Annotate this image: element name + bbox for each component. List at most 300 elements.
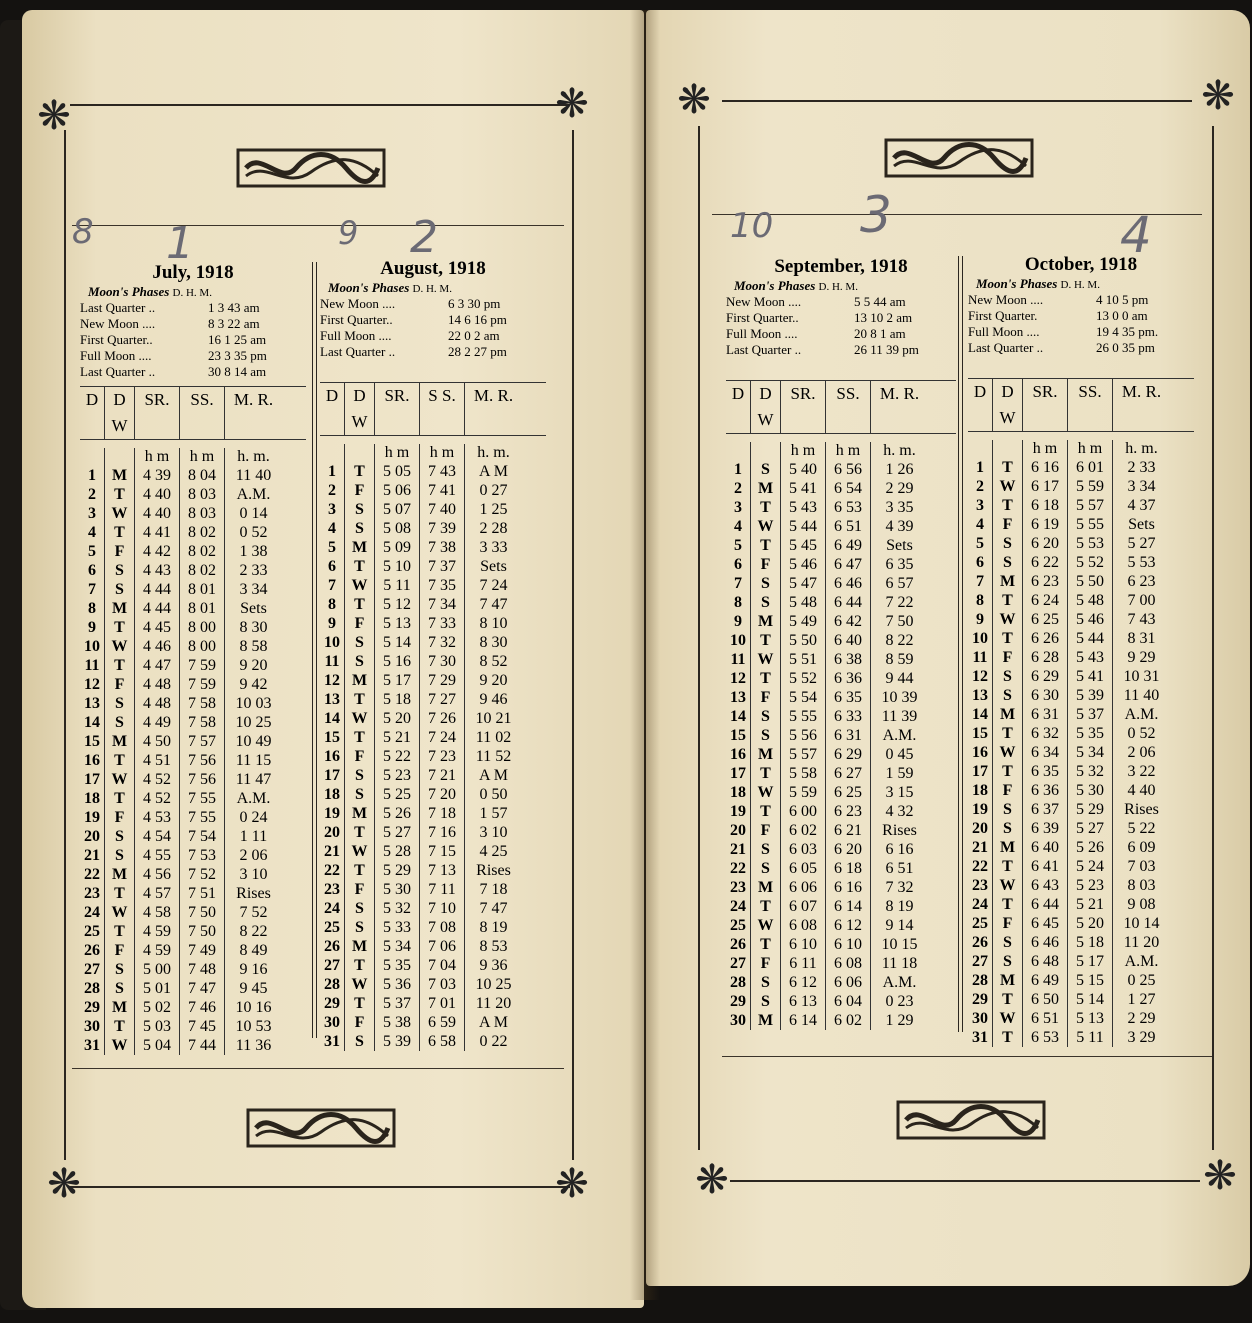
table-cell: A.M. xyxy=(224,789,282,808)
table-cell: 7 30 xyxy=(419,652,464,671)
table-cell: A M xyxy=(464,1013,522,1032)
table-cell: 4 xyxy=(328,520,336,537)
table-cell: 10 39 xyxy=(870,688,928,707)
table-cell: 19 xyxy=(730,803,746,820)
table-cell: 14 xyxy=(324,710,340,727)
table-cell: 30 xyxy=(730,1012,746,1029)
table-cell: 4 39 xyxy=(870,517,928,536)
table-cell: 3 34 xyxy=(1112,477,1170,496)
table-cell: 5 52 xyxy=(780,669,825,688)
table-cell: F xyxy=(344,481,374,500)
table-row xyxy=(968,648,1194,667)
table-cell: 6 46 xyxy=(1022,933,1067,952)
left-header-rule xyxy=(72,225,564,226)
units-cell: h m xyxy=(825,442,870,460)
phase-value: 14 6 16 pm xyxy=(448,312,507,327)
table-cell: 7 33 xyxy=(419,614,464,633)
table-cell: 6 xyxy=(88,562,96,579)
table-row xyxy=(320,614,546,633)
table-cell: 5 41 xyxy=(780,479,825,498)
table-cell: 6 22 xyxy=(1022,553,1067,572)
column-header: D W xyxy=(750,381,780,433)
table-row xyxy=(320,633,546,652)
table-cell: 7 41 xyxy=(419,481,464,500)
table-row xyxy=(968,591,1194,610)
table-cell: S xyxy=(344,899,374,918)
table-cell: 8 xyxy=(976,592,984,609)
table-cell: 1 57 xyxy=(464,804,522,823)
table-row xyxy=(320,937,546,956)
table-cell: 5 37 xyxy=(374,994,419,1013)
table-cell: 23 xyxy=(84,885,100,902)
moon-phase-row xyxy=(320,312,546,328)
table-cell: 10 03 xyxy=(224,694,282,713)
table-cell: 7 32 xyxy=(870,878,928,897)
table-row xyxy=(80,751,306,770)
phase-value: 8 3 22 am xyxy=(208,316,260,331)
table-cell: 0 27 xyxy=(464,481,522,500)
table-cell: 5 02 xyxy=(134,998,179,1017)
table-cell: T xyxy=(992,724,1022,743)
table-cell: 6 41 xyxy=(1022,857,1067,876)
table-cell: 9 29 xyxy=(1112,648,1170,667)
table-cell: 15 xyxy=(972,725,988,742)
table-cell: 3 10 xyxy=(224,865,282,884)
right-frame-bottom xyxy=(730,1180,1200,1182)
table-cell: 6 10 xyxy=(825,935,870,954)
table-cell: 0 52 xyxy=(224,523,282,542)
units-cell: h m xyxy=(419,444,464,462)
table-cell: 8 19 xyxy=(870,897,928,916)
table-row xyxy=(80,732,306,751)
table-cell: 12 xyxy=(324,672,340,689)
table-cell: T xyxy=(344,956,374,975)
table-cell: T xyxy=(344,994,374,1013)
table-cell: T xyxy=(344,861,374,880)
table-cell: 28 xyxy=(730,974,746,991)
table-cell: 6 06 xyxy=(780,878,825,897)
table-cell: 6 03 xyxy=(780,840,825,859)
table-cell: 5 44 xyxy=(780,517,825,536)
column-header: M. R. xyxy=(464,383,522,435)
table-cell: 6 45 xyxy=(1022,914,1067,933)
table-cell: 5 18 xyxy=(1067,933,1112,952)
table-cell: 14 xyxy=(84,714,100,731)
table-row xyxy=(968,686,1194,705)
moon-phase-row xyxy=(80,300,306,316)
table-cell: 5 11 xyxy=(1067,1028,1112,1047)
phase-value: 16 1 25 am xyxy=(208,332,267,347)
table-cell: 5 16 xyxy=(374,652,419,671)
table-cell: 6 33 xyxy=(825,707,870,726)
table-row xyxy=(320,595,546,614)
table-cell: 6 53 xyxy=(825,498,870,517)
table-cell: 7 49 xyxy=(179,941,224,960)
table-cell: M xyxy=(104,732,134,751)
table-cell: 5 00 xyxy=(134,960,179,979)
month-title: September, 1918 xyxy=(774,256,908,277)
table-cell: 9 xyxy=(88,619,96,636)
moon-phase-row xyxy=(968,308,1194,324)
table-cell: 5 51 xyxy=(780,650,825,669)
table-cell: 8 58 xyxy=(224,637,282,656)
table-cell: M xyxy=(104,865,134,884)
month-september xyxy=(726,256,956,1030)
table-row xyxy=(320,709,546,728)
table-cell: 6 11 xyxy=(780,954,825,973)
table-cell: 5 47 xyxy=(780,574,825,593)
column-header: D W xyxy=(104,387,134,439)
table-cell: 6 49 xyxy=(825,536,870,555)
table-cell: 8 00 xyxy=(179,637,224,656)
table-cell: 6 30 xyxy=(1022,686,1067,705)
moon-phase-row xyxy=(726,342,956,358)
table-row xyxy=(726,916,956,935)
table-cell: 11 40 xyxy=(1112,686,1170,705)
phase-name: First Quarter.. xyxy=(726,310,799,325)
table-cell: 4 41 xyxy=(134,523,179,542)
units-cell xyxy=(320,444,344,462)
table-cell: 6 01 xyxy=(1067,458,1112,477)
table-cell: M xyxy=(992,705,1022,724)
table-cell: M xyxy=(992,572,1022,591)
table-row xyxy=(726,935,956,954)
table-cell: 6 08 xyxy=(780,916,825,935)
table-cell: 5 30 xyxy=(374,880,419,899)
table-row xyxy=(80,979,306,998)
table-cell: 5 37 xyxy=(1067,705,1112,724)
table-cell: 24 xyxy=(84,904,100,921)
table-cell: 6 27 xyxy=(825,764,870,783)
table-cell: 6 49 xyxy=(1022,971,1067,990)
table-cell: 5 48 xyxy=(780,593,825,612)
table-cell: 18 xyxy=(84,790,100,807)
table-cell: 7 56 xyxy=(179,751,224,770)
column-header: SS. xyxy=(1067,379,1112,431)
table-cell: 6 35 xyxy=(1022,762,1067,781)
table-cell: 13 xyxy=(730,689,746,706)
units-cell xyxy=(968,440,992,458)
table-cell: 6 xyxy=(734,556,742,573)
table-cell: 4 55 xyxy=(134,846,179,865)
table-cell: 5 34 xyxy=(1067,743,1112,762)
table-cell: S xyxy=(104,580,134,599)
table-cell: 5 25 xyxy=(374,785,419,804)
phase-value: 30 8 14 am xyxy=(208,364,267,379)
table-cell: 4 44 xyxy=(134,580,179,599)
table-cell: 7 58 xyxy=(179,694,224,713)
right-frame-left xyxy=(698,126,700,1150)
pencil-mark: 4 xyxy=(1120,206,1152,264)
table-cell: 8 49 xyxy=(224,941,282,960)
units-cell: h m xyxy=(1067,440,1112,458)
column-header: M. R. xyxy=(1112,379,1170,431)
table-cell: 6 53 xyxy=(1022,1028,1067,1047)
table-row xyxy=(80,789,306,808)
phase-name: Last Quarter .. xyxy=(320,344,396,359)
table-cell: 8 03 xyxy=(179,504,224,523)
table-row xyxy=(320,880,546,899)
table-cell: 1 25 xyxy=(464,500,522,519)
table-row xyxy=(726,973,956,992)
table-row xyxy=(968,496,1194,515)
table-cell: 7 01 xyxy=(419,994,464,1013)
units-cell: h m xyxy=(780,442,825,460)
table-cell: Rises xyxy=(1112,800,1170,819)
units-cell xyxy=(104,448,134,466)
table-cell: 27 xyxy=(972,953,988,970)
table-cell: 3 xyxy=(88,505,96,522)
month-october xyxy=(968,254,1194,1047)
table-cell: 5 34 xyxy=(374,937,419,956)
phase-value: 1 3 43 am xyxy=(208,300,260,315)
table-cell: W xyxy=(750,916,780,935)
table-cell: 5 41 xyxy=(1067,667,1112,686)
table-row xyxy=(80,618,306,637)
table-cell: 5 43 xyxy=(1067,648,1112,667)
table-cell: 10 xyxy=(84,638,100,655)
table-cell: T xyxy=(104,789,134,808)
table-cell: 12 xyxy=(84,676,100,693)
table-cell: A.M. xyxy=(1112,705,1170,724)
table-cell: T xyxy=(104,656,134,675)
table-cell: 7 24 xyxy=(464,576,522,595)
table-cell: 6 37 xyxy=(1022,800,1067,819)
table-cell: 11 18 xyxy=(870,954,928,973)
table-cell: 10 16 xyxy=(224,998,282,1017)
units-cell: h m xyxy=(134,448,179,466)
table-cell: 11 36 xyxy=(224,1036,282,1055)
table-cell: T xyxy=(344,557,374,576)
table-cell: 5 28 xyxy=(374,842,419,861)
pencil-mark: 10 xyxy=(730,206,774,246)
table-row xyxy=(80,523,306,542)
table-cell: 5 33 xyxy=(374,918,419,937)
moon-phases-header: Moon's Phases D. H. M. xyxy=(88,284,212,299)
table-cell: 10 xyxy=(972,630,988,647)
table-cell: F xyxy=(104,675,134,694)
units-cell xyxy=(750,442,780,460)
phase-name: Last Quarter .. xyxy=(80,364,156,379)
table-cell: S xyxy=(104,827,134,846)
phase-value: 28 2 27 pm xyxy=(448,344,507,359)
table-cell: 24 xyxy=(972,896,988,913)
table-cell: 7 08 xyxy=(419,918,464,937)
table-row xyxy=(726,536,956,555)
table-cell: 18 xyxy=(730,784,746,801)
table-cell: Sets xyxy=(464,557,522,576)
table-cell: S xyxy=(750,460,780,479)
table-cell: 5 50 xyxy=(780,631,825,650)
units-cell xyxy=(726,442,750,460)
table-cell: 0 14 xyxy=(224,504,282,523)
table-cell: 7 24 xyxy=(419,728,464,747)
table-row xyxy=(726,631,956,650)
table-cell: 16 xyxy=(324,748,340,765)
table-row xyxy=(320,861,546,880)
table-cell: 1 11 xyxy=(224,827,282,846)
table-cell: 2 28 xyxy=(464,519,522,538)
table-cell: S xyxy=(750,707,780,726)
column-header: M. R. xyxy=(224,387,282,439)
table-cell: S xyxy=(992,534,1022,553)
table-row xyxy=(726,574,956,593)
moon-phase-row xyxy=(320,344,546,360)
table-cell: 4 59 xyxy=(134,922,179,941)
table-cell: S xyxy=(750,726,780,745)
table-cell: 3 34 xyxy=(224,580,282,599)
table-cell: 8 30 xyxy=(464,633,522,652)
table-row xyxy=(80,466,306,485)
table-cell: 11 52 xyxy=(464,747,522,766)
table-cell: 7 29 xyxy=(419,671,464,690)
table-cell: 6 57 xyxy=(870,574,928,593)
table-row xyxy=(320,747,546,766)
table-cell: 2 xyxy=(88,486,96,503)
table-row xyxy=(726,840,956,859)
table-cell: 28 xyxy=(84,980,100,997)
table-cell: 0 45 xyxy=(870,745,928,764)
table-cell: 9 xyxy=(328,615,336,632)
table-cell: 3 xyxy=(328,501,336,518)
table-cell: 15 xyxy=(84,733,100,750)
table-cell: 7 59 xyxy=(179,675,224,694)
table-cell: 4 40 xyxy=(1112,781,1170,800)
table-cell: M xyxy=(344,671,374,690)
table-cell: 7 03 xyxy=(1112,857,1170,876)
table-cell: 11 20 xyxy=(464,994,522,1013)
table-cell: Rises xyxy=(464,861,522,880)
phase-name: New Moon .... xyxy=(80,316,156,331)
table-cell: 29 xyxy=(730,993,746,1010)
column-header-row xyxy=(80,386,306,440)
table-cell: 4 56 xyxy=(134,865,179,884)
phase-value: 23 3 35 pm xyxy=(208,348,267,363)
table-cell: 5 03 xyxy=(134,1017,179,1036)
table-row xyxy=(726,954,956,973)
table-cell: T xyxy=(104,751,134,770)
table-row xyxy=(80,1017,306,1036)
table-cell: 8 52 xyxy=(464,652,522,671)
table-cell: 1 xyxy=(734,461,742,478)
table-cell: 3 35 xyxy=(870,498,928,517)
table-cell: 16 xyxy=(972,744,988,761)
table-cell: 10 21 xyxy=(464,709,522,728)
table-row xyxy=(726,498,956,517)
table-cell: Sets xyxy=(1112,515,1170,534)
table-cell: 5 26 xyxy=(1067,838,1112,857)
moon-phase-row xyxy=(80,316,306,332)
table-cell: T xyxy=(104,485,134,504)
table-row xyxy=(320,538,546,557)
units-row xyxy=(726,442,956,460)
table-cell: M xyxy=(992,838,1022,857)
table-cell: M xyxy=(750,745,780,764)
table-cell: 9 46 xyxy=(464,690,522,709)
table-cell: M xyxy=(344,538,374,557)
table-row xyxy=(968,800,1194,819)
table-cell: 5 22 xyxy=(374,747,419,766)
table-cell: 31 xyxy=(972,1029,988,1046)
table-cell: 26 xyxy=(84,942,100,959)
table-cell: 5 07 xyxy=(374,500,419,519)
table-cell: 5 22 xyxy=(1112,819,1170,838)
table-cell: W xyxy=(344,975,374,994)
table-row xyxy=(726,783,956,802)
table-cell: S xyxy=(992,553,1022,572)
table-cell: 13 xyxy=(972,687,988,704)
table-cell: 6 26 xyxy=(1022,629,1067,648)
table-cell: 6 58 xyxy=(419,1032,464,1051)
table-row xyxy=(968,610,1194,629)
table-cell: 4 48 xyxy=(134,694,179,713)
table-cell: 19 xyxy=(324,805,340,822)
table-cell: 29 xyxy=(324,995,340,1012)
table-cell: 4 39 xyxy=(134,466,179,485)
table-cell: 4 xyxy=(88,524,96,541)
column-header: SR. xyxy=(1022,379,1067,431)
month-august xyxy=(320,258,546,1051)
pencil-mark: 3 xyxy=(860,186,892,244)
table-cell: M xyxy=(750,878,780,897)
table-cell: 22 xyxy=(324,862,340,879)
table-cell: 5 49 xyxy=(780,612,825,631)
table-row xyxy=(320,519,546,538)
table-row xyxy=(968,971,1194,990)
right-month-divider-2 xyxy=(962,256,963,1032)
table-cell: 5 xyxy=(976,535,984,552)
table-cell: 7 34 xyxy=(419,595,464,614)
phase-value: 6 3 30 pm xyxy=(448,296,501,311)
right-footer-rule xyxy=(722,1056,1212,1057)
table-cell: S xyxy=(750,593,780,612)
column-header-row xyxy=(320,382,546,436)
phase-value: 19 4 35 pm. xyxy=(1096,324,1159,339)
table-cell: 25 xyxy=(972,915,988,932)
table-cell: 5 57 xyxy=(780,745,825,764)
table-cell: 9 20 xyxy=(464,671,522,690)
table-cell: 5 23 xyxy=(374,766,419,785)
phase-name: Full Moon .... xyxy=(80,348,152,363)
table-cell: T xyxy=(750,935,780,954)
table-cell: S xyxy=(992,686,1022,705)
table-cell: 20 xyxy=(730,822,746,839)
table-cell: 5 59 xyxy=(780,783,825,802)
table-cell: 15 xyxy=(324,729,340,746)
table-cell: 23 xyxy=(730,879,746,896)
table-cell: 6 02 xyxy=(780,821,825,840)
table-cell: 7 47 xyxy=(464,899,522,918)
table-cell: 5 14 xyxy=(374,633,419,652)
table-cell: S xyxy=(750,574,780,593)
table-cell: T xyxy=(992,591,1022,610)
units-cell: h. m. xyxy=(1112,440,1170,458)
table-cell: 8 02 xyxy=(179,523,224,542)
table-cell: T xyxy=(104,884,134,903)
table-row xyxy=(968,629,1194,648)
table-row xyxy=(320,576,546,595)
table-cell: 7 52 xyxy=(224,903,282,922)
table-row xyxy=(320,918,546,937)
units-row xyxy=(968,440,1194,458)
table-cell: 8 01 xyxy=(179,580,224,599)
table-cell: T xyxy=(104,1017,134,1036)
table-cell: 21 xyxy=(84,847,100,864)
table-cell: 7 06 xyxy=(419,937,464,956)
table-row xyxy=(320,652,546,671)
table-cell: 6 28 xyxy=(1022,648,1067,667)
table-cell: 6 09 xyxy=(1112,838,1170,857)
